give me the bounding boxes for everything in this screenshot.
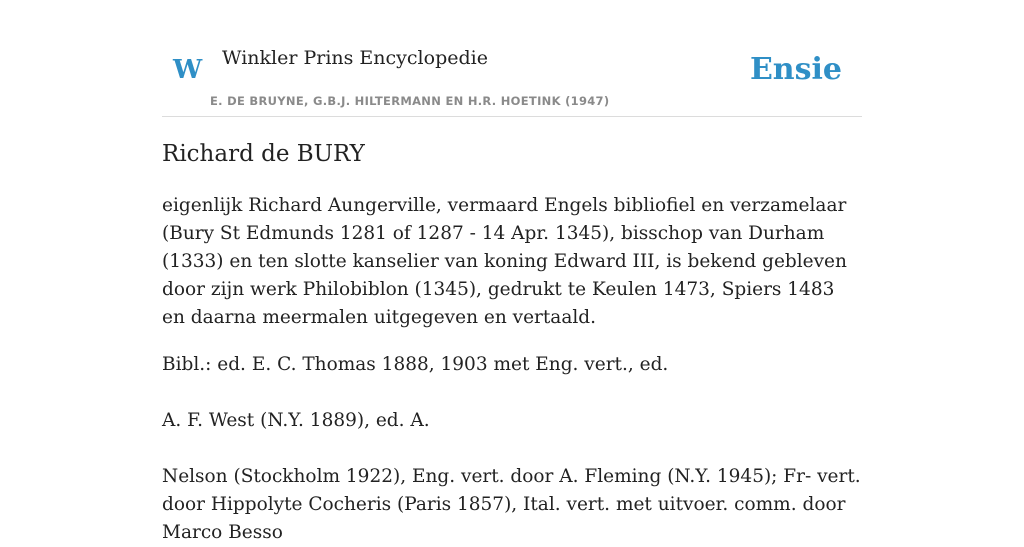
article-paragraph: A. F. West (N.Y. 1889), ed. A.	[162, 410, 430, 431]
article-paragraph: eigenlijk Richard Aungerville, vermaard Engels bibliofiel en verzamelaar (Bury St Edmunds 1281 of 1287 - 14 Apr. 1345), bisschop van Durham (1333) en ten slotte kanselier van koning Edward III, is bekend gebleven door zijn werk Philobiblon (1345), gedrukt te Keulen 1473, Spiers 1483 en daarna meermalen uitgegeven en vertaald.	[162, 195, 847, 328]
publication-authors: E. DE BRUYNE, G.B.J. HILTERMANN EN H.R. HOETINK (1947)	[210, 94, 610, 108]
article-paragraph: Nelson (Stockholm 1922), Eng. vert. door A. Fleming (N.Y. 1945); Fr- vert. door Hippolyte Cocheris (Paris 1857), Ital. vert. met uitvoer. comm. door Marco Besso	[162, 466, 861, 543]
article-paragraph: Bibl.: ed. E. C. Thomas 1888, 1903 met Eng. vert., ed.	[162, 354, 669, 375]
publication-title[interactable]: Winkler Prins Encyclopedie	[222, 47, 488, 69]
logo-w[interactable]: W	[173, 55, 203, 85]
brand-logo[interactable]: Ensie	[749, 52, 842, 87]
site-header	[162, 0, 862, 117]
page	[162, 0, 862, 543]
article-title: Richard de BURY	[162, 141, 365, 167]
